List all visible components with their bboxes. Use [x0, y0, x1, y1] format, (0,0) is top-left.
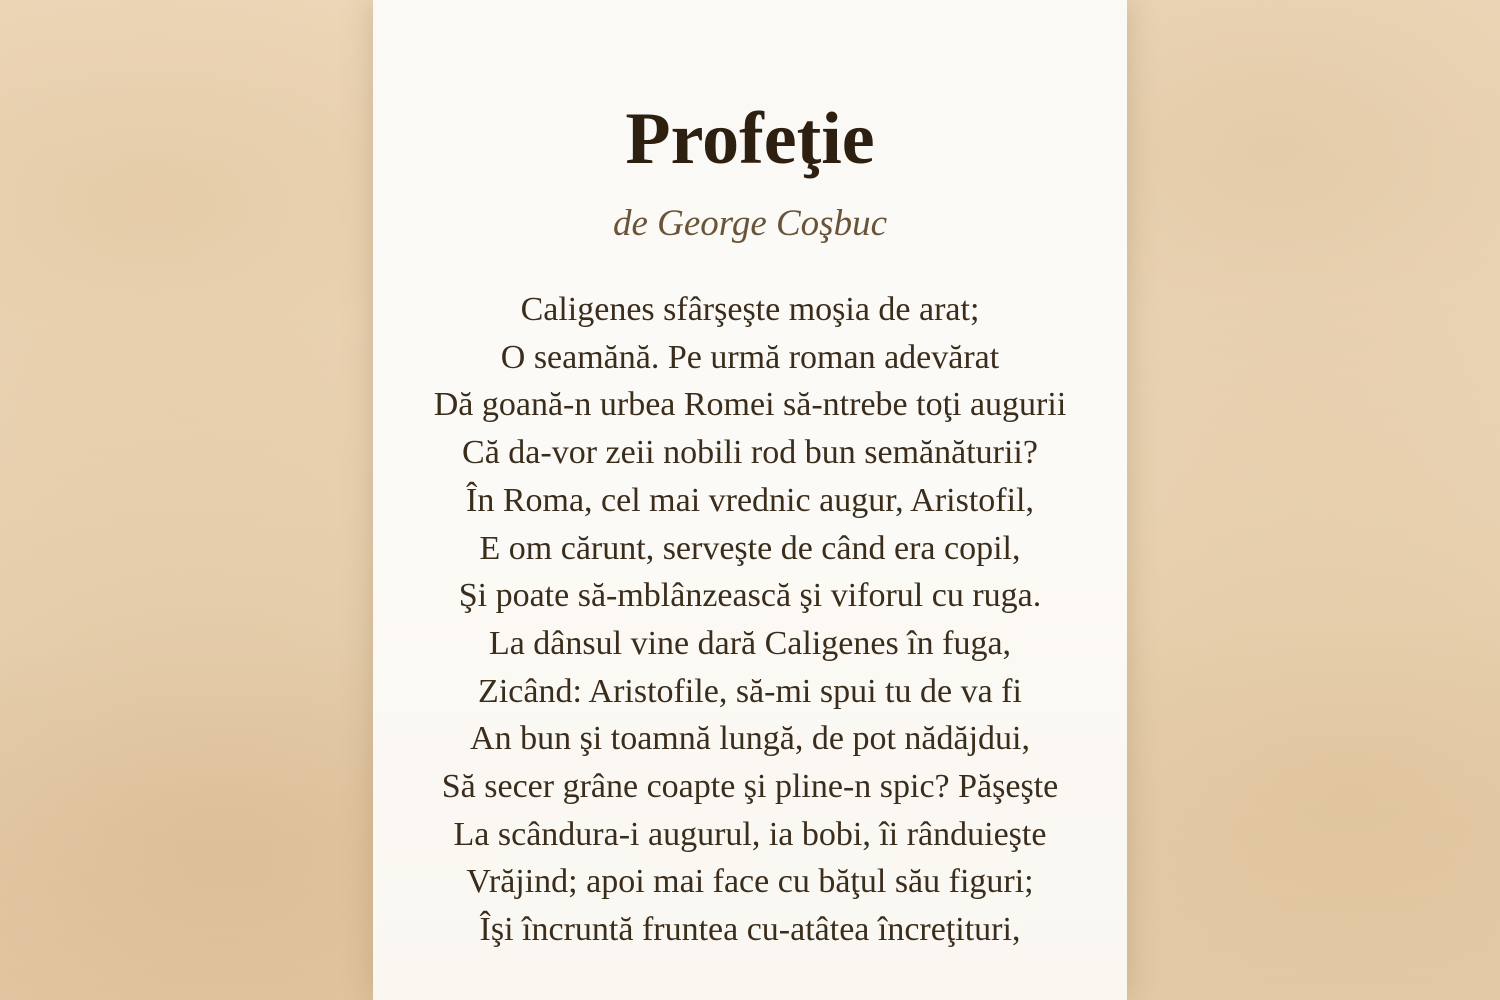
poem-line: An bun şi toamnă lungă, de pot nădăjdui, [470, 720, 1030, 758]
poem-page [373, 0, 1127, 1000]
poem-author: de George Coşbuc [612, 203, 887, 244]
poem-line: Şi poate să-mblânzească şi viforul cu ruga. [458, 577, 1042, 615]
poem-line: Îşi încruntă fruntea cu-atâtea încreţituri, [479, 911, 1021, 949]
poem-line: Caligenes sfârşeşte moşia de arat; [520, 291, 980, 328]
poem-line: Dă goană-n urbea Romei să-ntrebe toţi augurii [433, 386, 1067, 424]
poem-line: Că da-vor zeii nobili rod bun semănăturii? [462, 434, 1038, 472]
poem-line: La scândura-i augurul, ia bobi, îi rânduieşte [453, 815, 1047, 853]
poem-line: Zicând: Aristofile, să-mi spui tu de va fi [478, 672, 1022, 710]
poem-line: Vrăjind; apoi mai face cu băţul său figuri; [466, 863, 1034, 901]
poem-line: La dânsul vine dară Caligenes în fuga, [488, 624, 1012, 662]
poem-line: Să secer grâne coapte şi pline-n spic? Păşeşte [441, 768, 1059, 806]
poem-body [373, 286, 1127, 954]
poem-line: În Roma, cel mai vrednic augur, Aristofil, [466, 481, 1034, 519]
poem-title: Profeţie [625, 98, 875, 180]
poem-line: E om cărunt, serveşte de când era copil, [479, 529, 1021, 567]
poem-line: O seamănă. Pe urmă roman adevărat [500, 338, 1000, 376]
